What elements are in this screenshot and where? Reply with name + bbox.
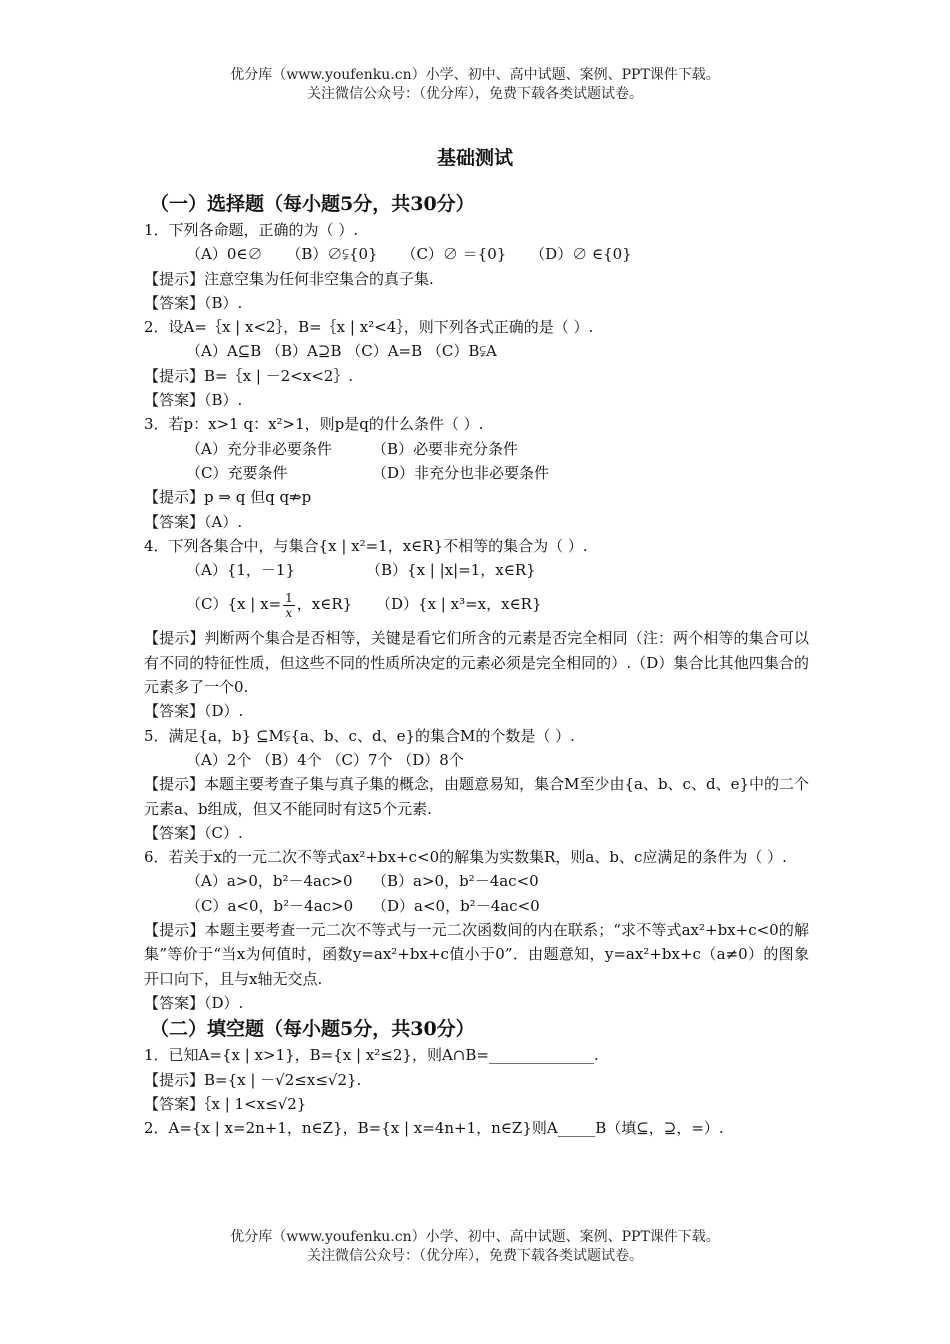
q3-option-d: （D）非充分也非必要条件	[372, 463, 550, 482]
q4-option-b: （B）{x | |x|=1，x∈R}	[366, 561, 536, 580]
f1-stem: 1．已知A={x | x>1}，B={x | x²≤2}，则A∩B=______________.	[144, 1046, 599, 1065]
q6-options-row-1	[144, 869, 809, 893]
f1-hint: 【提示】B={x | －√2≤x≤√2}.	[144, 1070, 362, 1089]
q1-option-b: （B）∅⫋{0}	[286, 245, 378, 264]
q4-fraction-denominator: x	[285, 605, 293, 620]
q4-option-c	[186, 582, 376, 626]
page-footer	[0, 1228, 950, 1266]
section-heading-choice: （一）选择题（每小题5分，共30分）	[150, 193, 475, 215]
q5-answer: 【答案】（C）.	[144, 823, 243, 842]
q2-options: （A）A⊆B （B）A⊇B （C）A=B （C）B⫋A	[186, 342, 497, 361]
q4-stem: 4．下列各集合中，与集合{x | x²=1，x∈R}不相等的集合为（ ）.	[144, 536, 588, 555]
q3-answer: 【答案】（A）.	[144, 512, 243, 531]
page-header	[0, 66, 950, 104]
q2-hint: 【提示】B=｛x | －2<x<2｝.	[144, 366, 354, 385]
footer-line-2: 关注微信公众号：（优分库），免费下载各类试题试卷。	[307, 1248, 643, 1264]
q6-hint: 【提示】本题主要考查一元二次不等式与一元二次函数间的内在联系；“求不等式ax²+bx+c<0的解集”等价于“当x为何值时，函数y=ax²+bx+c值小于0”．由题意知，y=ax²+bx+c（a≠0）的图象开口向下，且与x轴无交点.	[144, 921, 809, 988]
q3-stem: 3．若p：x>1 q：x²>1，则p是q的什么条件（ ）.	[144, 415, 484, 434]
q3-option-a: （A）充分非必要条件	[186, 439, 332, 458]
q4-option-c-suffix: ，x∈R}	[296, 595, 353, 614]
section-heading-fill: （二）填空题（每小题5分，共30分）	[150, 1018, 475, 1041]
q4-option-a: （A）{1，－1}	[186, 561, 296, 580]
q1-answer: 【答案】（B）.	[144, 293, 243, 312]
q5-options: （A）2个 （B）4个 （C）7个 （D）8个	[186, 750, 464, 769]
q1-option-c: （C）∅ ＝{0}	[401, 245, 507, 264]
header-line-2: 关注微信公众号：（优分库），免费下载各类试题试卷。	[307, 86, 643, 102]
q3-options-row-1	[144, 437, 809, 461]
q6-stem: 6．若关于x的一元二次不等式ax²+bx+c<0的解集为实数集R，则a、b、c应满足的条件为（ ）.	[144, 848, 787, 867]
document-body	[144, 190, 809, 1140]
q3-option-c: （C）充要条件	[186, 463, 288, 482]
q4-fraction	[283, 591, 295, 620]
q1-option-d: （D）∅ ∈{0}	[530, 245, 632, 264]
q2-stem: 2．设A=｛x | x<2｝，B=｛x | x²<4｝，则下列各式正确的是（ ）.	[144, 318, 594, 337]
q1-stem: 1．下列各命题，正确的为（ ）.	[144, 221, 359, 239]
q6-answer: 【答案】（D）.	[144, 993, 244, 1012]
q5-stem: 5．满足{a，b} ⊆M⫋{a、b、c、d、e}的集合M的个数是（ ）.	[144, 726, 575, 745]
q3-hint: 【提示】p ⇒ q 但q q⇏p	[144, 488, 312, 507]
q5-hint: 【提示】本题主要考查子集与真子集的概念，由题意易知，集合M至少由{a、b、c、d、e}中的二个元素a、b组成，但又不能同时有这5个元素.	[144, 775, 809, 818]
q6-options-row-2	[144, 894, 809, 918]
q4-options-row-1	[144, 558, 809, 582]
footer-line-1: 优分库（www.youfenku.cn）小学、初中、高中试题、案例、PPT课件下载。	[230, 1229, 720, 1245]
q3-options-row-2	[144, 461, 809, 485]
q4-answer: 【答案】（D）.	[144, 702, 244, 721]
q1-option-a: （A）0∈∅	[186, 245, 263, 264]
q4-fraction-numerator: 1	[285, 590, 293, 605]
q1-options	[144, 242, 809, 266]
q3-option-b: （B）必要非充分条件	[372, 439, 519, 458]
q6-option-c: （C）a<0，b²－4ac>0	[186, 896, 354, 915]
q4-option-d: （D）{x | x³=x，x∈R}	[376, 595, 542, 614]
q4-hint: 【提示】判断两个集合是否相等，关键是看它们所含的元素是否完全相同（注：两个相等的集合可以有不同的特征性质，但这些不同的性质所决定的元素必须是完全相同的）.（D）集合比其他四集合的元素多了一个0.	[144, 629, 809, 697]
q2-answer: 【答案】（B）.	[144, 391, 243, 410]
f2-stem: 2．A={x | x=2n+1，n∈Z}，B={x | x=4n+1，n∈Z}则A_____B（填⊆，⊇，=）.	[144, 1119, 724, 1138]
header-line-1: 优分库（www.youfenku.cn）小学、初中、高中试题、案例、PPT课件下载。	[230, 67, 720, 83]
q1-hint: 【提示】注意空集为任何非空集合的真子集.	[144, 269, 434, 288]
q4-options-row-2	[144, 582, 809, 626]
q6-option-d: （D）a<0，b²－4ac<0	[372, 896, 540, 915]
page-title: 基础测试	[436, 147, 513, 169]
q4-option-c-prefix: （C）{x | x=	[186, 595, 282, 614]
q6-option-b: （B）a>0，b²－4ac<0	[372, 872, 539, 891]
f1-answer: 【答案】｛x | 1<x≤√2}	[144, 1094, 307, 1113]
q6-option-a: （A）a>0，b²－4ac>0	[186, 872, 353, 891]
